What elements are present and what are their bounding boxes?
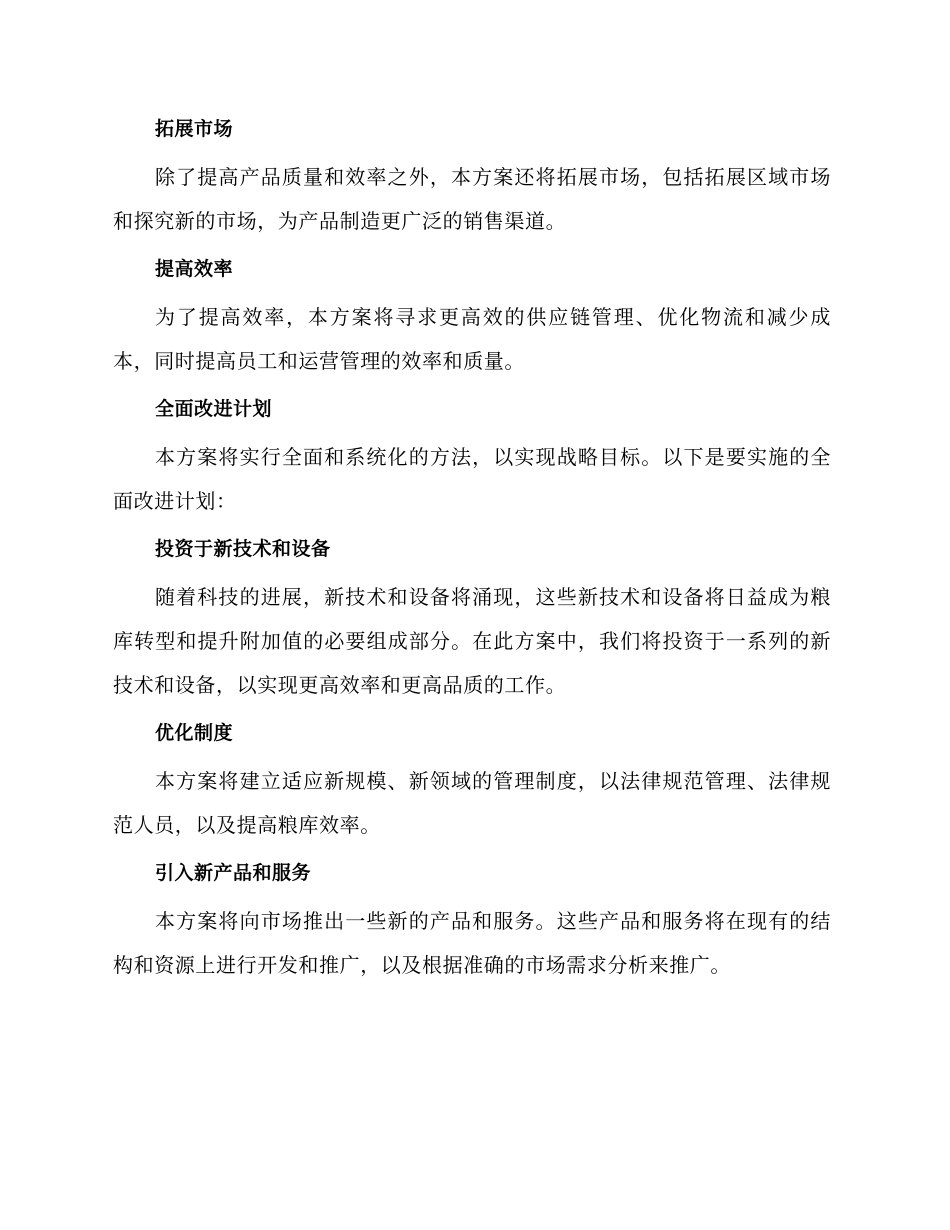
section-body-optimize-system: 本方案将建立适应新规模、新领域的管理制度，以法律规范管理、法律规范人员，以及提高粮库效率。 xyxy=(113,769,831,837)
section-heading-new-products: 引入新产品和服务 xyxy=(155,862,312,884)
section-body-improve-efficiency: 为了提高效率，本方案将寻求更高效的供应链管理、优化物流和减少成本，同时提高员工和运营管理的效率和质量。 xyxy=(113,305,831,373)
section-heading-new-tech: 投资于新技术和设备 xyxy=(155,538,331,560)
section-body-new-products: 本方案将向市场推出一些新的产品和服务。这些产品和服务将在现有的结构和资源上进行开发和推广，以及根据准确的市场需求分析来推广。 xyxy=(113,909,831,977)
section-heading-optimize-system: 优化制度 xyxy=(155,722,234,744)
document-content xyxy=(113,112,831,987)
section-heading-expand-market: 拓展市场 xyxy=(155,118,234,140)
section-heading-improve-efficiency: 提高效率 xyxy=(155,258,234,280)
section-heading-improvement-plan: 全面改进计划 xyxy=(155,398,273,420)
section-body-new-tech: 随着科技的进展，新技术和设备将涌现，这些新技术和设备将日益成为粮库转型和提升附加值的必要组成部分。在此方案中，我们将投资于一系列的新技术和设备，以实现更高效率和更高品质的工作。 xyxy=(113,585,831,697)
section-body-expand-market: 除了提高产品质量和效率之外，本方案还将拓展市场，包括拓展区域市场和探究新的市场，为产品制造更广泛的销售渠道。 xyxy=(113,165,831,233)
section-body-improvement-plan: 本方案将实行全面和系统化的方法，以实现战略目标。以下是要实施的全面改进计划： xyxy=(113,445,831,513)
